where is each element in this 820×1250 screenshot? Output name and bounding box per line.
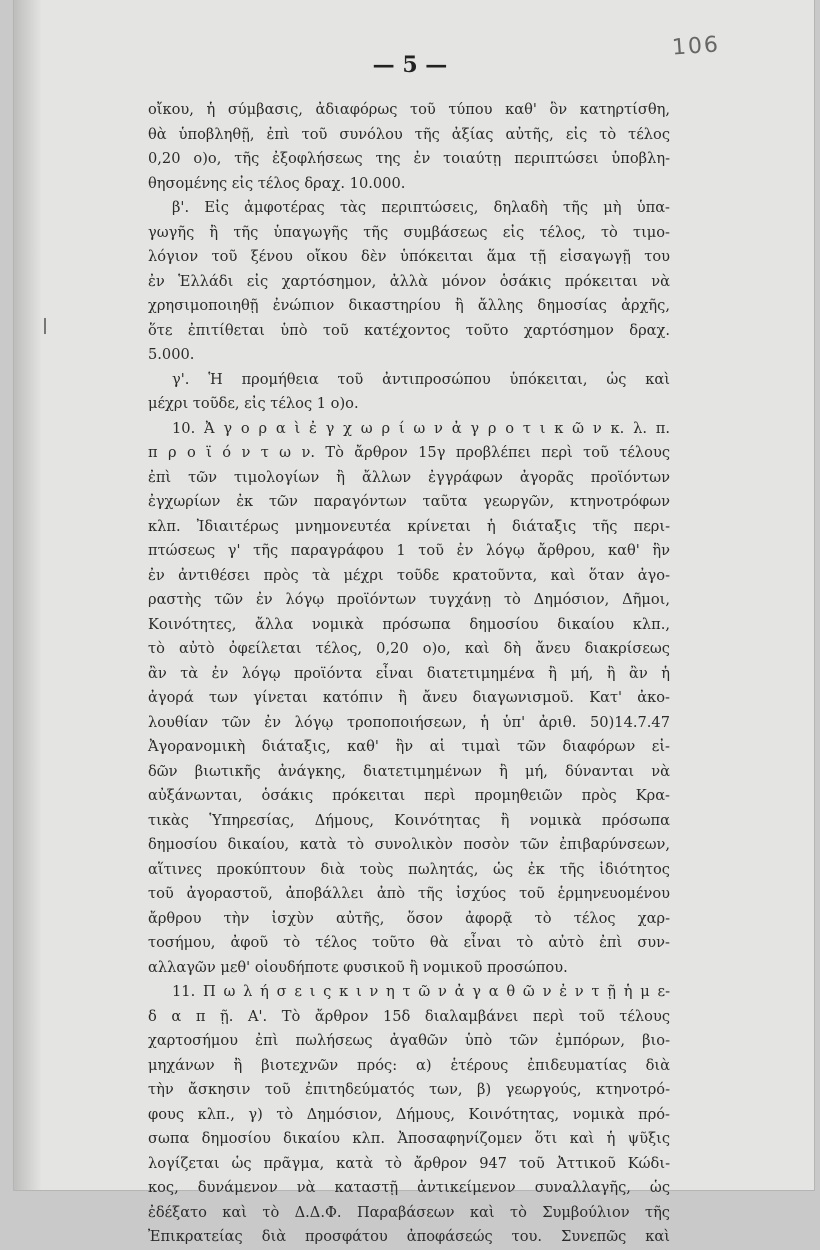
text-line: φους κλπ., γ) τὸ Δημόσιον, Δήμους, Κοινότητας, νομικὰ πρό- bbox=[148, 1105, 670, 1123]
text-line: λουθίαν τῶν ἐν λόγῳ τροποποιήσεων, ἡ ὑπ' ἀριθ. 50)14.7.47 bbox=[148, 713, 670, 731]
text-line: γωγῆς ἢ τῆς ὑπαγωγῆς τῆς συμβάσεως εἰς τέλος, τὸ τιμο- bbox=[148, 223, 670, 241]
text-line: γ'. Ἡ προμήθεια τοῦ ἀντιπροσώπου ὑπόκειται, ὡς καὶ bbox=[172, 370, 670, 388]
text-line: θὰ ὑποβληθῇ, ἐπὶ τοῦ συνόλου τῆς ἀξίας αὐτῆς, εἰς τὸ τέλος bbox=[148, 125, 670, 143]
text-line: χρησιμοποιηθῇ ἐνώπιον δικαστηρίου ἢ ἄλλης δημοσίας ἀρχῆς, bbox=[148, 297, 670, 314]
text-line: ἂν τὰ ἐν λόγῳ προϊόντα εἶναι διατετιμημένα ἢ μή, ἢ ἂν ἡ bbox=[148, 664, 670, 682]
text-line: μέχρι τοῦδε, εἰς τέλος 1 ο)ο. bbox=[148, 395, 359, 412]
text-line: θησομένης εἰς τέλος δραχ. 10.000. bbox=[148, 174, 406, 192]
text-line: ραστὴς τῶν ἐν λόγῳ προϊόντων τυγχάνῃ τὸ Δημόσιον, Δῆμοι, bbox=[148, 591, 670, 608]
page-number: — 5 — bbox=[372, 52, 448, 78]
text-line: τὴν ἄσκησιν τοῦ ἐπιτηδεύματός των, β) γεωργούς, κτηνοτρό- bbox=[148, 1081, 670, 1098]
text-line: δῶν βιωτικῆς ἀνάγκης, διατετιμημένων ἢ μή, δύνανται νὰ bbox=[148, 762, 670, 780]
text-line: Κοινότητες, ἄλλα νομικὰ πρόσωπα δημοσίου δικαίου κλπ., bbox=[148, 615, 670, 633]
text-line: Ἀγορανομικὴ διάταξις, καθ' ἣν αἱ τιμαὶ τῶν διαφόρων εἰ- bbox=[148, 738, 670, 755]
text-line: 11. Π ω λ ή σ ε ι ς κ ι ν η τ ῶ ν ἀ γ α θ ῶ ν ἐ ν τ ῇ ἡ μ ε- bbox=[172, 983, 670, 1000]
text-line: ἐδέξατο καὶ τὸ Δ.Δ.Φ. Παραβάσεων καὶ τὸ Συμβούλιον τῆς bbox=[148, 1203, 670, 1221]
text-line: β'. Εἰς ἀμφοτέρας τὰς περιπτώσεις, δηλαδὴ τῆς μὴ ὑπα- bbox=[172, 199, 670, 216]
text-line: ἐν Ἑλλάδι εἰς χαρτόσημον, ἀλλὰ μόνον ὁσάκις πρόκειται νὰ bbox=[148, 272, 670, 290]
text-line: Ἐπικρατείας διὰ προσφάτου ἀποφάσεώς του. Συνεπῶς καὶ bbox=[148, 1228, 670, 1245]
text-line: αλλαγῶν μεθ' οἱουδήποτε φυσικοῦ ἢ νομικοῦ προσώπου. bbox=[148, 958, 568, 976]
body-text bbox=[148, 98, 670, 1250]
text-line: αἵτινες προκύπτουν διὰ τοὺς πωλητάς, ὡς ἐκ τῆς ἰδιότητος bbox=[148, 860, 670, 878]
text-line: ἐν ἀντιθέσει πρὸς τὰ μέχρι τοῦδε κρατοῦντα, καὶ ὅταν ἀγο- bbox=[148, 566, 670, 584]
text-line: λόγιον τοῦ ξένου οἴκου δὲν ὑπόκειται ἅμα τῇ εἰσαγωγῇ του bbox=[148, 248, 670, 265]
text-line: 10. Ἀ γ ο ρ α ὶ ἐ γ χ ω ρ ί ω ν ἀ γ ρ ο τ ι κ ῶ ν κ. λ. π. bbox=[172, 419, 670, 437]
text-line: δημοσίου δικαίου, κατὰ τὸ συνολικὸν ποσὸν τῶν ἐπιβαρύνσεων, bbox=[148, 836, 670, 853]
text-line: δ α π ῇ. Α'. Τὸ ἄρθρον 15δ διαλαμβάνει περὶ τοῦ τέλους bbox=[148, 1007, 670, 1025]
text-line: ἐγχωρίων ἐκ τῶν παραγόντων ταῦτα γεωργῶν, κτηνοτρόφων bbox=[148, 493, 670, 510]
text-line: τικὰς Ὑπηρεσίας, Δήμους, Κοινότητας ἢ νομικὰ πρόσωπα bbox=[148, 811, 670, 829]
handwritten-page-note: 106 bbox=[671, 32, 721, 61]
text-line: π ρ ο ϊ ό ν τ ω ν. Τὸ ἄρθρον 15γ προβλέπει περὶ τοῦ τέλους bbox=[148, 444, 670, 461]
text-line: ἀγορά των γίνεται κατόπιν ἢ ἄνευ διαγωνισμοῦ. Κατ' ἀκο- bbox=[148, 689, 670, 706]
text-line: πτώσεως γ' τῆς παραγράφου 1 τοῦ ἐν λόγῳ ἄρθρου, καθ' ἣν bbox=[148, 542, 670, 559]
text-line: ἄρθρου τὴν ἰσχὺν αὐτῆς, ὅσον ἀφορᾷ τὸ τέλος χαρ- bbox=[148, 909, 670, 927]
text-line: κλπ. Ἰδιαιτέρως μνημονευτέα κρίνεται ἡ διάταξις τῆς περι- bbox=[148, 517, 670, 535]
text-line: οἴκου, ἡ σύμβασις, ἀδιαφόρως τοῦ τύπου καθ' ὃν κατηρτίσθη, bbox=[148, 101, 670, 118]
text-line: κος, δυνάμενον νὰ καταστῇ ἀντικείμενον συναλλαγῆς, ὡς bbox=[148, 1179, 670, 1196]
text-line: τὸ αὐτὸ ὀφείλεται τέλος, 0,20 ο)ο, καὶ δὴ ἄνευ διακρίσεως bbox=[148, 640, 670, 657]
text-line: αὐξάνωνται, ὁσάκις πρόκειται περὶ προμηθειῶν πρὸς Κρα- bbox=[148, 787, 670, 804]
text-line: ἐπὶ τῶν τιμολογίων ἢ ἄλλων ἐγγράφων ἀγορᾶς προϊόντων bbox=[148, 468, 670, 486]
margin-mark bbox=[44, 318, 46, 334]
text-line: 5.000. bbox=[148, 346, 195, 363]
text-line: τοσήμου, ἀφοῦ τὸ τέλος τοῦτο θὰ εἶναι τὸ αὐτὸ ἐπὶ συν- bbox=[148, 934, 670, 951]
text-line: λογίζεται ὡς πρᾶγμα, κατὰ τὸ ἄρθρον 947 τοῦ Ἀττικοῦ Κώδι- bbox=[148, 1154, 670, 1172]
text-line: ὅτε ἐπιτίθεται ὑπὸ τοῦ κατέχοντος τοῦτο χαρτόσημον δραχ. bbox=[148, 321, 670, 339]
text-line: μηχάνων ἢ βιοτεχνῶν πρός: α) ἑτέρους ἐπιδευματίας διὰ bbox=[148, 1056, 670, 1074]
text-line: 0,20 ο)ο, τῆς ἐξοφλήσεως της ἐν τοιαύτῃ περιπτώσει ὑποβλη- bbox=[148, 150, 670, 167]
text-line: τοῦ ἀγοραστοῦ, ἀποβάλλει ἀπὸ τῆς ἰσχύος τοῦ ἑρμηνευομένου bbox=[148, 885, 670, 902]
text-line: σωπα δημοσίου δικαίου κλπ. Ἀποσαφηνίζομεν ὅτι καὶ ἡ ψῦξις bbox=[148, 1130, 670, 1147]
text-line: χαρτοσήμου ἐπὶ πωλήσεως ἀγαθῶν ὑπὸ τῶν ἐμπόρων, βιο- bbox=[148, 1032, 670, 1049]
